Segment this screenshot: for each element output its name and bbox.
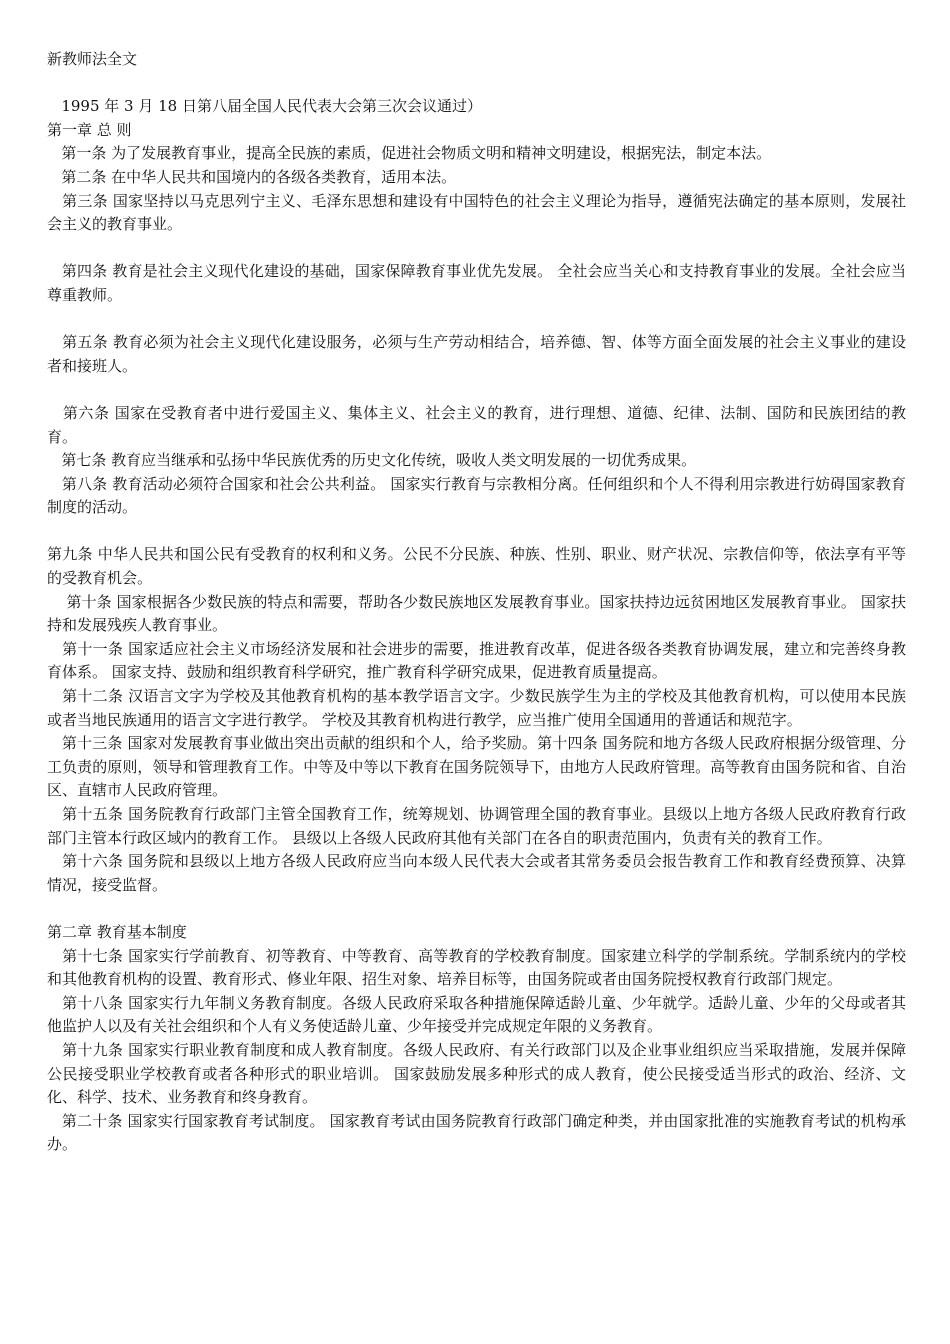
article-paragraph: 第二条 在中华人民共和国境内的各级各类教育，适用本法。 [47, 167, 457, 186]
article-paragraph: 第四条 教育是社会主义现代化建设的基础，国家保障教育事业优先发展。 全社会应当关心和支持教育事业的发展。全社会应当尊重教师。 [47, 262, 906, 304]
article-paragraph: 第二十条 国家实行国家教育考试制度。 国家教育考试由国务院教育行政部门确定种类，并由国家批准的实施教育考试的机构承办。 [47, 1111, 906, 1154]
article-paragraph: 第十八条 国家实行九年制义务教育制度。各级人民政府采取各种措施保障适龄儿童、少年就学。适龄儿童、少年的父母或者其他监护人以及有关社会组织和个人有义务使适龄儿童、少年接受并完成规定年限的义务教育。 [47, 993, 906, 1036]
article-paragraph: 第六条 国家在受教育者中进行爱国主义、集体主义、社会主义的教育，进行理想、道德、纪律、法制、国防和民族团结的教育。 [47, 403, 906, 446]
chapter-heading: 第一章 总 则 [47, 120, 132, 139]
article-paragraph: 第十六条 国务院和县级以上地方各级人民政府应当向本级人民代表大会或者其常务委员会报告教育工作和教育经费预算、决算情况，接受监督。 [47, 852, 906, 894]
blank-line [47, 520, 906, 544]
adoption-note: 1995 年 3 月 18 日第八届全国人民代表大会第三次会议通过） [47, 97, 482, 116]
article-paragraph: 第五条 教育必须为社会主义现代化建设服务，必须与生产劳动相结合，培养德、智、体等方面全面发展的社会主义事业的建设者和接班人。 [47, 333, 906, 375]
blank-line [47, 72, 906, 96]
chapter-heading: 第二章 教育基本制度 [47, 922, 187, 941]
blank-line [47, 897, 906, 921]
article-paragraph: 第十条 国家根据各少数民族的特点和需要，帮助各少数民族地区发展教育事业。国家扶持边远贫困地区发展教育事业。 国家扶持和发展残疾人教育事业。 [47, 592, 906, 635]
document-title: 新教师法全文 [47, 50, 138, 68]
article-paragraph: 第十九条 国家实行职业教育制度和成人教育制度。各级人民政府、有关行政部门以及企业事业组织应当采取措施，发展并保障公民接受职业学校教育或者各种形式的职业培训。 国家鼓励发展多种形式的成人教育，使公民接受适当形式的政治、经济、文化、科学、技术、业务教育和终身教育。 [47, 1040, 906, 1107]
article-paragraph: 第七条 教育应当继承和弘扬中华民族优秀的历史文化传统，吸收人类文明发展的一切优秀成果。 [47, 451, 697, 470]
article-paragraph: 第十三条 国家对发展教育事业做出突出贡献的组织和个人，给予奖励。第十四条 国务院和地方各级人民政府根据分级管理、分工负责的原则，领导和管理教育工作。中等及中等以下教育在国务院领导下，由地方人民政府管理。高等教育由国务院和省、自治区、直辖市人民政府管理。 [47, 734, 906, 800]
article-paragraph: 第八条 教育活动必须符合国家和社会公共利益。 国家实行教育与宗教相分离。任何组织和个人不得利用宗教进行妨碍国家教育制度的活动。 [47, 474, 906, 517]
article-paragraph: 第十一条 国家适应社会主义市场经济发展和社会进步的需要，推进教育改革，促进各级各类教育协调发展，建立和完善终身教育体系。 国家支持、鼓励和组织教育科学研究，推广教育科学研究成果，促进教育质量提高。 [47, 639, 906, 682]
article-paragraph: 第九条 中华人民共和国公民有受教育的权利和义务。公民不分民族、种族、性别、职业、财产状况、宗教信仰等，依法享有平等的受教育机会。 [47, 545, 906, 588]
blank-line [47, 378, 906, 402]
article-paragraph: 第三条 国家坚持以马克思列宁主义、毛泽东思想和建设有中国特色的社会主义理论为指导，遵循宪法确定的基本原则，发展社会主义的教育事业。 [47, 191, 906, 234]
blank-line [47, 237, 906, 261]
article-paragraph: 第十七条 国家实行学前教育、初等教育、中等教育、高等教育的学校教育制度。国家建立科学的学制系统。学制系统内的学校和其他教育机构的设置、教育形式、修业年限、招生对象、培养目标等，由国务院或者由国务院授权教育行政部门规定。 [47, 946, 906, 989]
article-paragraph: 第一条 为了发展教育事业，提高全民族的素质，促进社会物质文明和精神文明建设，根据宪法，制定本法。 [47, 144, 772, 163]
article-paragraph: 第十二条 汉语言文字为学校及其他教育机构的基本教学语言文字。少数民族学生为主的学校及其他教育机构，可以使用本民族或者当地民族通用的语言文字进行教学。 学校及其教育机构进行教学，应当推广使用全国通用的普通话和规范字。 [47, 687, 906, 729]
article-paragraph: 第十五条 国务院教育行政部门主管全国教育工作，统筹规划、协调管理全国的教育事业。县级以上地方各级人民政府教育行政部门主管本行政区域内的教育工作。 县级以上各级人民政府其他有关部门在各自的职责范围内，负责有关的教育工作。 [47, 805, 906, 847]
blank-line [47, 308, 906, 332]
